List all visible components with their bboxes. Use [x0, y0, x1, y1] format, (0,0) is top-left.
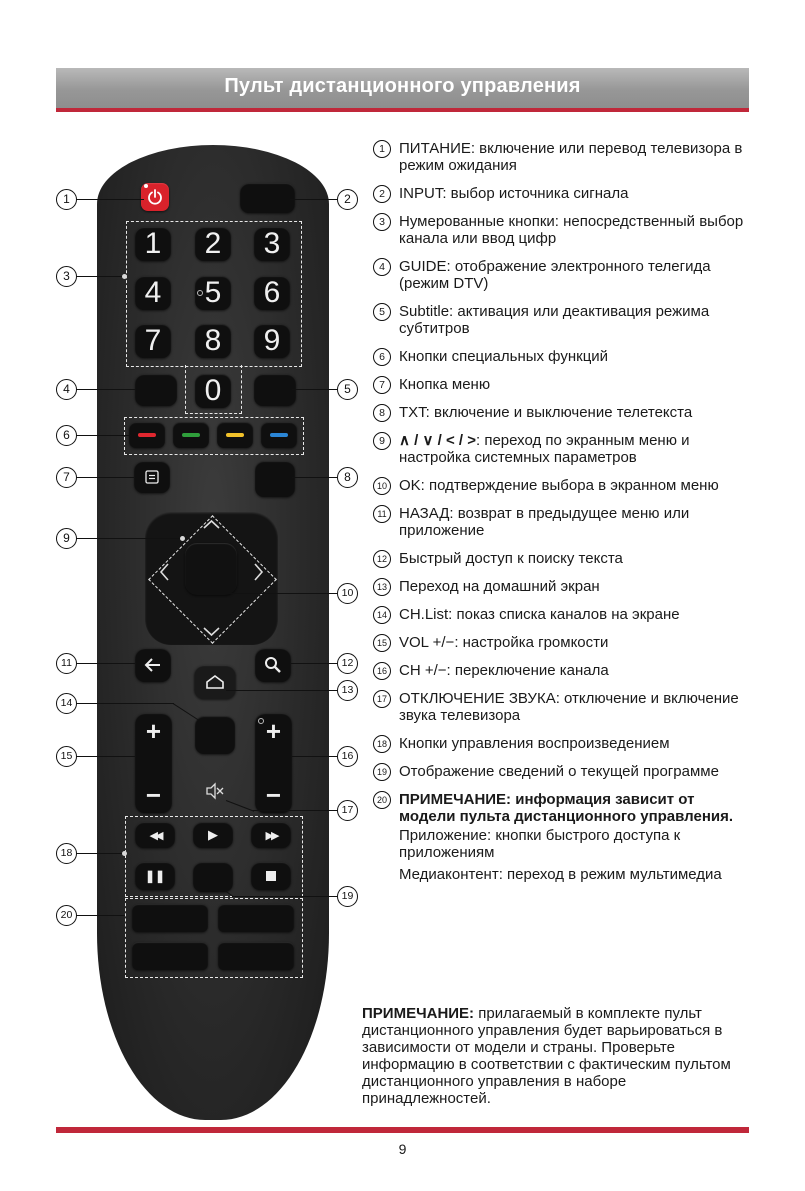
item-number: 4	[373, 258, 391, 276]
home-icon	[205, 674, 225, 690]
number-key-1: 1	[135, 227, 171, 261]
item-number: 10	[373, 477, 391, 495]
description-item-14	[373, 606, 753, 623]
callout-19: 19	[337, 886, 358, 907]
leader-line-8	[292, 477, 337, 478]
channel-rocker	[255, 713, 292, 813]
item-text: CH +/−: переключение канала	[399, 662, 609, 679]
volume-plus: +	[145, 716, 162, 746]
up-arrow-icon	[204, 521, 219, 528]
channel-list-button	[195, 716, 235, 754]
app-key-1	[132, 904, 208, 932]
down-arrow-icon	[204, 628, 219, 635]
search-button	[255, 648, 291, 682]
item-text: ОТКЛЮЧЕНИЕ ЗВУКА: отключение и включение звука телевизора	[399, 690, 739, 724]
leader-line-5	[292, 389, 337, 390]
description-item-4	[373, 258, 753, 292]
mute-button	[198, 774, 232, 808]
number-key-3: 3	[254, 227, 290, 261]
item-text: ПИТАНИЕ: включение или перевод телевизора в режим ожидания	[399, 140, 743, 174]
item-text: НАЗАД: возврат в предыдущее меню или приложение	[399, 505, 690, 539]
volume-rocker	[135, 713, 172, 813]
callout-18: 18	[56, 843, 77, 864]
item-number: 13	[373, 578, 391, 596]
item-number: 19	[373, 763, 391, 781]
leader-line-16	[292, 756, 337, 757]
txt-button	[255, 461, 295, 497]
description-item-10	[373, 477, 753, 494]
leader-line-9	[76, 538, 182, 539]
callout-16: 16	[337, 746, 358, 767]
item-text: VOL +/−: настройка громкости	[399, 634, 609, 651]
stop-icon	[266, 871, 276, 881]
item-text: Кнопка меню	[399, 376, 491, 393]
yellow-key	[217, 422, 253, 448]
info-button	[193, 862, 233, 892]
channel-minus: −	[265, 780, 282, 810]
guide-button	[135, 374, 177, 406]
search-icon	[264, 656, 282, 674]
item-number: 2	[373, 185, 391, 203]
description-list	[373, 140, 753, 883]
item-number: 14	[373, 606, 391, 624]
item-text: OK: подтверждение выбора в экранном меню	[399, 477, 719, 494]
item-bold: ∧ / ∨ / < / >	[399, 432, 476, 449]
callout-20: 20	[56, 905, 77, 926]
description-item-17	[373, 690, 753, 724]
description-item-19	[373, 763, 753, 780]
subtitle-button	[254, 374, 296, 406]
volume-minus: −	[145, 780, 162, 810]
item-number: 7	[373, 376, 391, 394]
rewind-button	[135, 822, 175, 848]
callout-7: 7	[56, 467, 77, 488]
item-text: Кнопки специальных функций	[399, 348, 609, 365]
callout-3: 3	[56, 266, 77, 287]
number-key-5: 5	[195, 276, 231, 310]
item-number: 18	[373, 735, 391, 753]
description-item-1	[373, 140, 753, 174]
item-text: : переход по экранным меню и настройка системных параметров	[399, 432, 690, 466]
item20-note: ПРИМЕЧАНИЕ: информация зависит от модели пульта дистанционного управления.	[399, 791, 734, 825]
menu-button	[134, 461, 170, 493]
description-item-5	[373, 303, 753, 337]
description-item-9	[373, 432, 753, 466]
item-text: CH.List: показ списка каналов на экране	[399, 606, 680, 623]
callout-11: 11	[56, 653, 77, 674]
leader-line-6	[76, 435, 131, 436]
callout-9: 9	[56, 528, 77, 549]
leader-line-17b	[253, 810, 337, 811]
item-number: 9	[373, 432, 391, 450]
description-item-12	[373, 550, 753, 567]
page-number: 9	[398, 1141, 407, 1157]
callout-15: 15	[56, 746, 77, 767]
item-text: Переход на домашний экран	[399, 578, 600, 595]
item-number: 16	[373, 662, 391, 680]
callout-2: 2	[337, 189, 358, 210]
item-text: TXT: включение и выключение телетекста	[399, 404, 693, 421]
footnote	[362, 1005, 752, 1107]
footnote-text: прилагаемый в комплекте пульт дистанционного управления будет варьироваться в зависимости от модели и страны. Проверьте информацию в соответствии с фактическим пультом дистанционного управления в наборе принадлежностей.	[362, 1005, 731, 1107]
leader-line-18	[76, 853, 125, 854]
left-arrow-icon	[161, 564, 168, 580]
right-arrow-icon	[255, 564, 262, 580]
number-key-9: 9	[254, 324, 290, 358]
footer-bar	[56, 1127, 749, 1133]
leader-line-3	[76, 276, 126, 277]
item-number: 20	[373, 791, 391, 809]
item20-app: Приложение: кнопки быстрого доступа к приложениям	[399, 827, 681, 861]
callout-8: 8	[337, 467, 358, 488]
callout-6: 6	[56, 425, 77, 446]
item-text: Subtitle: активация или деактивация режима субтитров	[399, 303, 710, 337]
app-key-2	[218, 904, 294, 932]
fast-forward-icon: ▶▶	[265, 829, 277, 842]
description-item-20	[373, 791, 753, 883]
callout-12: 12	[337, 653, 358, 674]
item-number: 3	[373, 213, 391, 231]
callout-1: 1	[56, 189, 77, 210]
fast-forward-button	[251, 822, 291, 848]
pause-icon: ❚❚	[144, 869, 166, 883]
leader-line-4	[76, 389, 136, 390]
item-number: 15	[373, 634, 391, 652]
description-item-11	[373, 505, 753, 539]
number-key-0: 0	[195, 374, 231, 408]
description-item-13	[373, 578, 753, 595]
number-key-8: 8	[195, 324, 231, 358]
channel-plus: +	[265, 716, 282, 746]
anchor-dot	[180, 536, 185, 541]
green-key	[173, 422, 209, 448]
callout-5: 5	[337, 379, 358, 400]
description-item-18	[373, 735, 753, 752]
callout-13: 13	[337, 680, 358, 701]
back-arrow-icon	[144, 657, 162, 673]
anchor-dot	[122, 851, 127, 856]
callout-17: 17	[337, 800, 358, 821]
dpad-arrows	[145, 512, 278, 645]
leader-line-2	[290, 199, 337, 200]
leader-line-14a	[76, 703, 174, 704]
leader-line-19b	[232, 896, 337, 897]
item-number: 5	[373, 303, 391, 321]
leader-line-20	[76, 915, 125, 916]
footnote-label: ПРИМЕЧАНИЕ:	[362, 1005, 475, 1022]
ir-led	[144, 184, 148, 188]
item-number: 17	[373, 690, 391, 708]
number-key-4: 4	[135, 276, 171, 310]
description-item-8	[373, 404, 753, 421]
anchor-dot	[122, 274, 127, 279]
number-key-6: 6	[254, 276, 290, 310]
blue-key	[261, 422, 297, 448]
description-item-6	[373, 348, 753, 365]
leader-line-13	[226, 690, 337, 691]
leader-line-1	[76, 199, 144, 200]
description-item-7	[373, 376, 753, 393]
app-key-3	[132, 942, 208, 970]
item-number: 6	[373, 348, 391, 366]
section-header	[56, 68, 749, 112]
leader-line-10	[226, 593, 337, 594]
tactile-dot	[197, 290, 203, 296]
item-text: Отображение сведений о текущей программе	[399, 763, 719, 780]
item-number: 11	[373, 505, 391, 523]
item-text: INPUT: выбор источника сигнала	[399, 185, 629, 202]
item20-media: Медиаконтент: переход в режим мультимедиа	[399, 866, 722, 883]
play-icon: ▶	[208, 827, 218, 842]
item-number: 1	[373, 140, 391, 158]
item-number: 8	[373, 404, 391, 422]
description-item-2	[373, 185, 753, 202]
tactile-dot	[258, 718, 264, 724]
callout-14: 14	[56, 693, 77, 714]
home-button	[194, 665, 236, 699]
leader-line-12	[291, 663, 337, 664]
rewind-icon: ◀◀	[149, 829, 161, 842]
description-item-3	[373, 213, 753, 247]
number-key-2: 2	[195, 227, 231, 261]
power-icon	[146, 188, 164, 206]
menu-icon	[145, 470, 159, 484]
item-number: 12	[373, 550, 391, 568]
back-button	[135, 648, 171, 682]
input-button	[240, 183, 295, 213]
leader-line-15	[76, 756, 135, 757]
stop-button	[251, 862, 291, 890]
leader-line-11	[76, 663, 135, 664]
callout-10: 10	[337, 583, 358, 604]
mute-icon	[205, 782, 225, 800]
item-text: Нумерованные кнопки: непосредственный выбор канала или ввод цифр	[399, 213, 744, 247]
callout-4: 4	[56, 379, 77, 400]
page-title: Пульт дистанционного управления	[224, 75, 581, 97]
item-text: Кнопки управления воспроизведением	[399, 735, 670, 752]
pause-button	[135, 862, 175, 890]
leader-line-7	[76, 477, 134, 478]
number-key-7: 7	[135, 324, 171, 358]
item-text: Быстрый доступ к поиску текста	[399, 550, 623, 567]
play-button	[193, 822, 233, 848]
description-item-16	[373, 662, 753, 679]
description-item-15	[373, 634, 753, 651]
red-key	[129, 422, 165, 448]
item-text: GUIDE: отображение электронного телегида (режим DTV)	[399, 258, 711, 292]
app-key-4	[218, 942, 294, 970]
